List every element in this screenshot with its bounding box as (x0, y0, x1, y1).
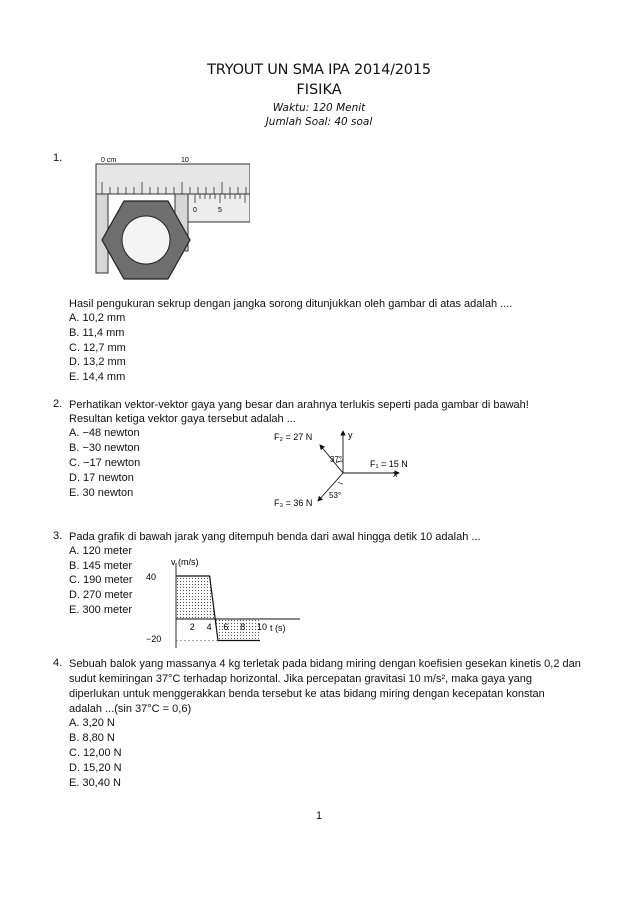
q3-shaded-area (176, 576, 260, 641)
q3-option-c[interactable]: C. 190 meter (69, 574, 133, 586)
q1-option-e[interactable]: E. 14,4 mm (69, 371, 126, 383)
q1-caliper-figure (80, 153, 250, 288)
exam-time: Waktu: 120 Menit (272, 102, 366, 114)
q2-option-c[interactable]: C. −17 newton (69, 457, 141, 469)
q4-number: 4. (53, 657, 63, 669)
q1-option-c[interactable]: C. 12,7 mm (69, 342, 126, 354)
q3-ylabel: v (m/s) (171, 557, 199, 567)
q2-angle-37: 37° (330, 455, 343, 464)
q2-number: 2. (53, 398, 63, 410)
q1-scale-ten: 10 (181, 157, 189, 164)
q4-option-d[interactable]: D. 15,20 N (69, 762, 122, 774)
q2-option-a[interactable]: A. −48 newton (69, 427, 140, 439)
q3-option-b[interactable]: B. 145 meter (69, 560, 132, 572)
q3-ytick-40: 40 (146, 572, 157, 582)
q2-f2-label: F₂ = 27 N (274, 432, 313, 442)
q1-number: 1. (53, 152, 63, 164)
subject-title: FISIKA (296, 82, 342, 98)
q2-option-b[interactable]: B. −30 newton (69, 442, 140, 454)
q3-xtick-10: 10 (257, 622, 268, 632)
q1-option-a[interactable]: A. 10,2 mm (69, 312, 126, 324)
q1-vernier-five: 5 (218, 207, 222, 214)
q3-option-e[interactable]: E. 300 meter (69, 604, 132, 616)
q3-question-text: Pada grafik di bawah jarak yang ditempuh benda dari awal hingga detik 10 adalah ... (69, 531, 481, 543)
q3-option-d[interactable]: D. 270 meter (69, 589, 133, 601)
q3-xtick-6: 6 (223, 622, 229, 632)
q3-xtick-2: 2 (189, 622, 195, 632)
q3-xtick-8: 8 (240, 622, 246, 632)
q1-scale-zero: 0 cm (101, 157, 117, 164)
q2-f1-label: F₁ = 15 N (370, 459, 408, 469)
q4-question-line3: diperlukan untuk menggerakkan benda tersebut ke atas bidang miring dengan kecepatan konstan (69, 688, 545, 700)
q2-y-label: y (348, 430, 353, 440)
q4-option-c[interactable]: C. 12,00 N (69, 747, 122, 759)
q4-question-line4: adalah ...(sin 37°C = 0,6) (69, 703, 192, 715)
q1-option-d[interactable]: D. 13,2 mm (69, 356, 126, 368)
q3-velocity-chart (140, 553, 310, 651)
q4-question-line2: sudut kemiringan 37°C terhadap horizontal. Jika percepatan gravitasi 10 m/s², maka gaya yang (69, 673, 532, 685)
q2-x-label: x (393, 469, 398, 479)
q3-ytick-minus20: −20 (146, 634, 162, 644)
q2-option-e[interactable]: E. 30 newton (69, 487, 134, 499)
q3-number: 3. (53, 530, 63, 542)
q4-option-b[interactable]: B. 8,80 N (69, 732, 115, 744)
q2-angle-53: 53° (329, 491, 342, 500)
question-count: Jumlah Soal: 40 soal (265, 116, 373, 128)
q2-f3-label: F₃ = 36 N (274, 498, 313, 508)
q2-option-d[interactable]: D. 17 newton (69, 472, 134, 484)
q3-xlabel: t (s) (270, 623, 286, 633)
q1-vernier-zero: 0 (193, 207, 197, 214)
exam-title: TRYOUT UN SMA IPA 2014/2015 (207, 62, 431, 78)
q1-question-text: Hasil pengukuran sekrup dengan jangka sorong ditunjukkan oleh gambar di atas adalah .... (69, 298, 513, 310)
page-number: 1 (315, 810, 323, 822)
q1-option-b[interactable]: B. 11,4 mm (69, 327, 125, 339)
q2-question-line2: Resultan ketiga vektor gaya tersebut adalah ... (69, 413, 296, 425)
q3-xtick-4: 4 (206, 622, 212, 632)
q2-question-line1: Perhatikan vektor-vektor gaya yang besar dan arahnya terlukis seperti pada gambar di bawah! (69, 399, 529, 411)
q3-option-a[interactable]: A. 120 meter (69, 545, 132, 557)
q4-option-e[interactable]: E. 30,40 N (69, 777, 121, 789)
q4-option-a[interactable]: A. 3,20 N (69, 717, 115, 729)
q4-question-line1: Sebuah balok yang massanya 4 kg terletak pada bidang miring dengan koefisien gesekan kinetis 0,2 dan (69, 658, 581, 670)
q2-vector-figure (266, 425, 436, 515)
